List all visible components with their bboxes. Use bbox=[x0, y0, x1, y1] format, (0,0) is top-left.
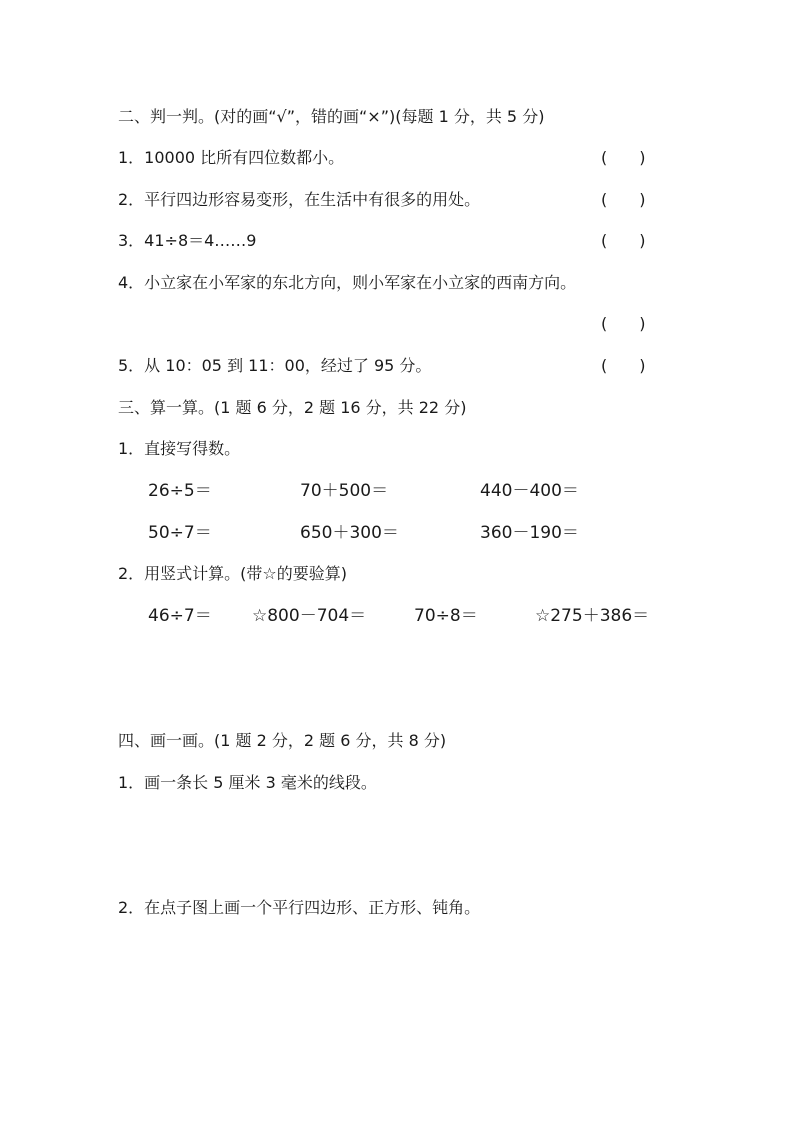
vertical-calc-item: 46÷7＝ bbox=[148, 606, 212, 626]
vertical-calc-item: ☆275＋386＝ bbox=[535, 606, 650, 626]
answer-blank-5[interactable]: ( ) bbox=[601, 356, 646, 375]
vertical-calc-item: 70÷8＝ bbox=[414, 606, 478, 626]
answer-blank-3[interactable]: ( ) bbox=[601, 231, 646, 250]
draw-question-2: 2．在点子图上画一个平行四边形、正方形、钝角。 bbox=[118, 898, 481, 917]
section-2-title: 二、判一判。(对的画“√”，错的画“×”)(每题 1 分，共 5 分) bbox=[118, 107, 545, 126]
direct-calc-item: 650＋300＝ bbox=[300, 523, 399, 543]
vertical-calc-item: ☆800－704＝ bbox=[252, 606, 367, 626]
answer-blank-1[interactable]: ( ) bbox=[601, 148, 646, 167]
draw-question-1: 1．画一条长 5 厘米 3 毫米的线段。 bbox=[118, 773, 377, 792]
judge-question-1: 1．10000 比所有四位数都小。 bbox=[118, 148, 345, 167]
section-4-title: 四、画一画。(1 题 2 分，2 题 6 分，共 8 分) bbox=[118, 731, 447, 750]
judge-question-4: 4．小立家在小军家的东北方向，则小军家在小立家的西南方向。 bbox=[118, 273, 577, 292]
direct-calc-label: 1．直接写得数。 bbox=[118, 439, 241, 458]
answer-blank-4[interactable]: ( ) bbox=[601, 314, 646, 333]
judge-question-5: 5．从 10：05 到 11：00，经过了 95 分。 bbox=[118, 356, 432, 375]
direct-calc-item: 50÷7＝ bbox=[148, 523, 212, 543]
direct-calc-item: 26÷5＝ bbox=[148, 481, 212, 501]
judge-question-3: 3．41÷8＝4……9 bbox=[118, 231, 257, 250]
answer-blank-2[interactable]: ( ) bbox=[601, 190, 646, 209]
judge-question-2: 2．平行四边形容易变形，在生活中有很多的用处。 bbox=[118, 190, 481, 209]
direct-calc-item: 70＋500＝ bbox=[300, 481, 389, 501]
vertical-calc-label: 2．用竖式计算。(带☆的要验算) bbox=[118, 564, 348, 583]
section-3-title: 三、算一算。(1 题 6 分，2 题 16 分，共 22 分) bbox=[118, 398, 467, 417]
direct-calc-item: 440－400＝ bbox=[480, 481, 579, 501]
direct-calc-item: 360－190＝ bbox=[480, 523, 579, 543]
